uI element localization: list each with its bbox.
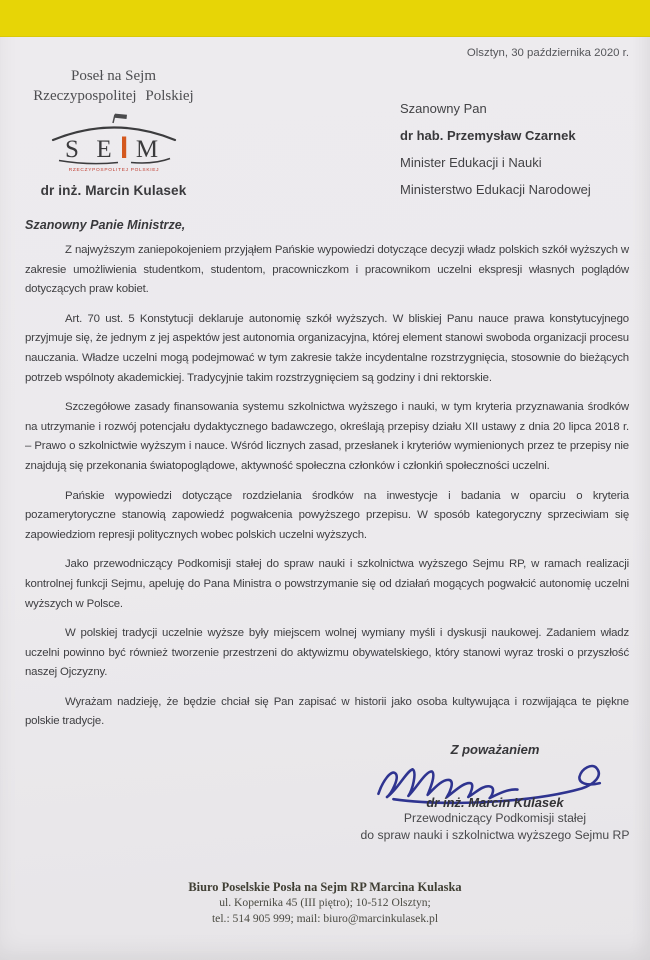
body-paragraph-6: W polskiej tradycji uczelnie wyższe były miejscem wolnej wymiany myśli i dyskusji naukowej. Zadaniem władz uczelni powinno być również tworzenie przestrzeni do aktywizmu obywatelskiego, który stanowi wyraz troski o przyszłość naszej Ojczyzny. (25, 627, 629, 679)
body-paragraph-7: Wyrażam nadzieję, że będzie chciał się Pan zapisać w historii jako osoba kultywująca i rozwijająca te piękne polskie tradycje. (25, 695, 629, 728)
sender-name: dr inż. Marcin Kulasek (40, 183, 187, 198)
recipient-block (400, 95, 591, 203)
signer-role-line2: do spraw nauki i szkolnictwa wyższego Sejmu RP (360, 828, 630, 842)
footer-office-line: Biuro Poselskie Posła na Sejm RP Marcina Kulaska (188, 880, 462, 894)
footer-contact-line: tel.: 514 905 999; mail: biuro@marcinkulasek.pl (211, 911, 439, 925)
body-paragraph-2: Art. 70 ust. 5 Konstytucji deklaruje autonomię szkół wyższych. W bliskiej Panu nauce prawa konstytucyjnego przyjmuje się, że jednym z jej aspektów jest autonomia organizacyjna, której element stanowi swoboda organizacji procesu nauczania. Władze uczelni mogą podejmować w tym zakresie także incydentalne rozstrzygnięcia, stosownie do bieżących potrzeb wspólnoty akademickiej. Tradycyjnie takim rozstrzygnięciem są godziny i dni rektorskie. (25, 312, 629, 384)
date-line: Olsztyn, 30 października 2020 r. (466, 47, 629, 59)
recipient-salutation: Szanowny Pan (400, 101, 487, 116)
letter-body (25, 241, 629, 742)
closing-phrase: Z poważaniem (450, 742, 540, 757)
footer-block (0, 879, 650, 926)
logo-caption: RZECZYPOSPOLITEJ POLSKIEJ (68, 168, 159, 173)
sender-title (16, 66, 211, 106)
body-paragraph-3: Szczegółowe zasady finansowania systemu szkolnictwa wyższego i nauki, w tym kryteria przyznawania środków na utrzymanie i rozwój potencjału dydaktycznego badawczego, określają przepisy działu XII ustawy z dnia 20 lipca 2018 r. – Prawo o szkolnictwie wyższym i nauce. Wśród licznych zasad, przesłanek i kryteriów wymienionych przez te przepisy nie znajdują się przekonania światopoglądowe, aktywność społeczna członków i członkiń społeczności uczelni. (25, 401, 629, 472)
logo-letter-e: E (95, 136, 112, 163)
sejm-logo (47, 110, 181, 174)
recipient-title: Minister Edukacji i Nauki (400, 155, 542, 170)
flag-icon (113, 114, 127, 123)
top-accent-band (0, 0, 650, 37)
sejm-letters (65, 136, 158, 163)
signature-block (352, 742, 638, 844)
footer-address-line: ul. Kopernika 45 (III piętro); 10-512 Olsztyn; (219, 896, 431, 909)
body-paragraph-1: Z najwyższym zaniepokojeniem przyjąłem Pańskie wypowiedzi dotyczące decyzji władz polskich szkół wyższych w zakresie umożliwienia studentkom, studentom, pracowniczkom i pracownikom uczelni ekspresji własnych poglądów dotyczących praw kobiet. (25, 244, 629, 296)
logo-j-bar-icon (122, 137, 126, 159)
sender-title-line2: Rzeczypospolitej Polskiej (33, 88, 194, 104)
signer-role-line1: Przewodniczący Podkomisji stałej (403, 811, 587, 825)
sender-title-line1: Poseł na Sejm (71, 68, 156, 84)
logo-letter-s: S (64, 136, 79, 163)
recipient-ministry: Ministerstwo Edukacji Narodowej (400, 182, 591, 197)
body-paragraph-5: Jako przewodniczący Podkomisji stałej do spraw nauki i szkolnictwa wyższego Sejmu RP, w ramach realizacji kontrolnej funkcji Sejmu, apeluję do Pana Ministra o powstrzymanie się od działań mogących pogwałcić autonomię uczelni wyższych w Polsce. (25, 558, 629, 610)
recipient-name: dr hab. Przemysław Czarnek (400, 128, 576, 143)
sender-block (16, 66, 211, 198)
body-paragraph-4: Pańskie wypowiedzi dotyczące rozdzielania środków na inwestycje i badania w oparciu o kryteria pozamerytoryczne stanowią zapowiedź pogwałcenia powyższego przepisu. W sposób kategoryczny sprzeciwiam się zapowiedziom represji politycznych wobec polskich uczelni wyższych. (25, 489, 629, 541)
salutation: Szanowny Panie Ministrze, (25, 218, 186, 232)
logo-letter-m: M (135, 136, 158, 163)
signer-name: dr inż. Marcin Kulasek (426, 795, 564, 810)
